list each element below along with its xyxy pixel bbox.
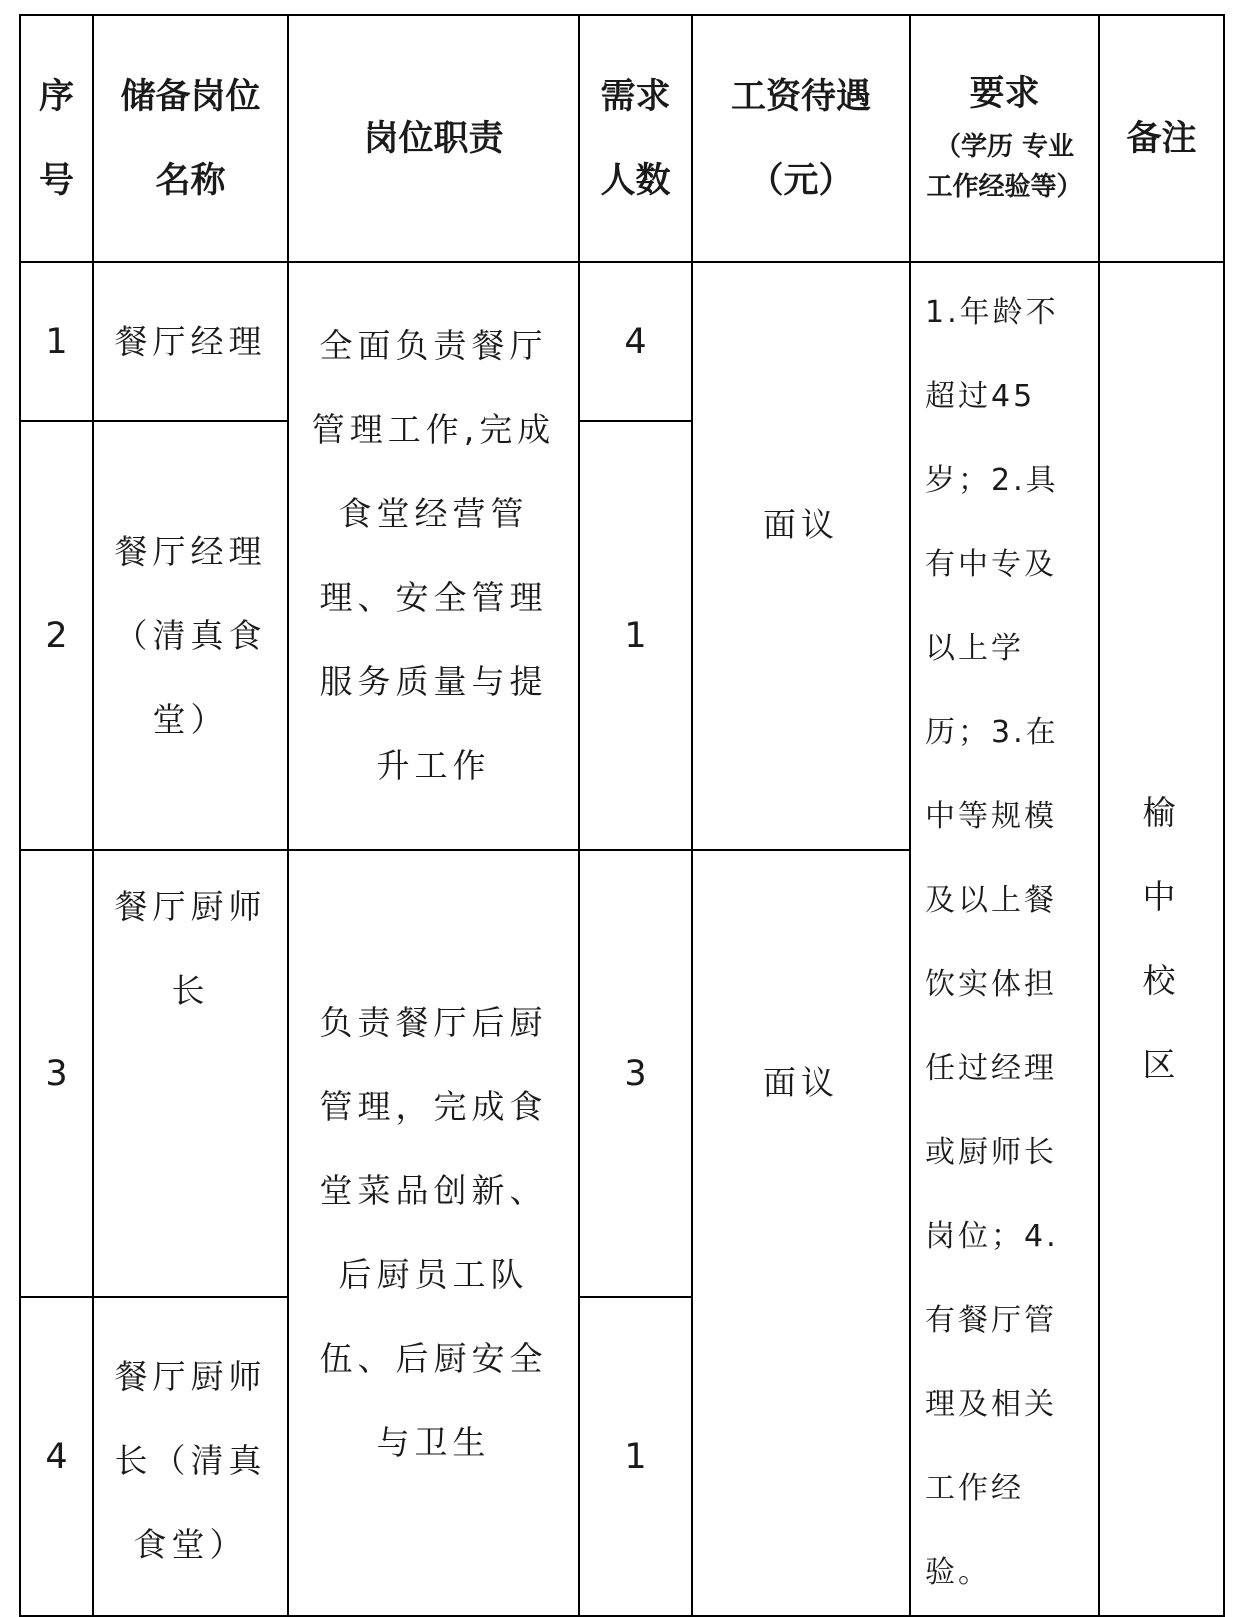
row-index: 2 [20, 421, 93, 850]
row-headcount: 1 [579, 1297, 692, 1616]
header-remarks: 备注 [1099, 15, 1224, 262]
duties-manager: 全面负责餐厅管理工作,完成食堂经营管理、安全管理服务质量与提升工作 [288, 262, 579, 850]
row-index: 1 [20, 262, 93, 421]
requirements-title: 要求 [969, 73, 1040, 114]
remarks-campus: 榆中校区 [1099, 262, 1224, 1616]
row-position: 餐厅厨师长（清真食堂） [93, 1297, 288, 1616]
row-index: 4 [20, 1297, 93, 1616]
row-headcount: 4 [579, 262, 692, 421]
header-position: 储备岗位名称 [93, 15, 288, 262]
row-position: 餐厅经理 [93, 262, 288, 421]
row-position: 餐厅厨师长 [93, 850, 288, 1297]
duties-chef: 负责餐厅后厨管理，完成食堂菜品创新、后厨员工队伍、后厨安全与卫生 [288, 850, 579, 1616]
header-requirements [910, 15, 1099, 262]
job-table [19, 14, 1225, 1617]
header-headcount: 需求人数 [579, 15, 692, 262]
row-position: 餐厅经理（清真食堂） [93, 421, 288, 850]
requirements-text: 1.年龄不超过45岁；2.具有中专及以上学历；3.在中等规模及以上餐饮实体担任过经理或厨师长岗位；4.有餐厅管理及相关工作经验。 [910, 262, 1099, 1616]
header-row [20, 15, 1224, 262]
header-duties: 岗位职责 [288, 15, 579, 262]
salary-manager: 面议 [692, 262, 910, 850]
table-row [20, 262, 1224, 421]
header-index: 序号 [20, 15, 93, 262]
header-salary: 工资待遇（元） [692, 15, 910, 262]
row-headcount: 1 [579, 421, 692, 850]
row-headcount: 3 [579, 850, 692, 1297]
row-index: 3 [20, 850, 93, 1297]
requirements-subtitle: （学历 专业 工作经验等） [926, 131, 1083, 202]
salary-chef: 面议 [692, 850, 910, 1616]
